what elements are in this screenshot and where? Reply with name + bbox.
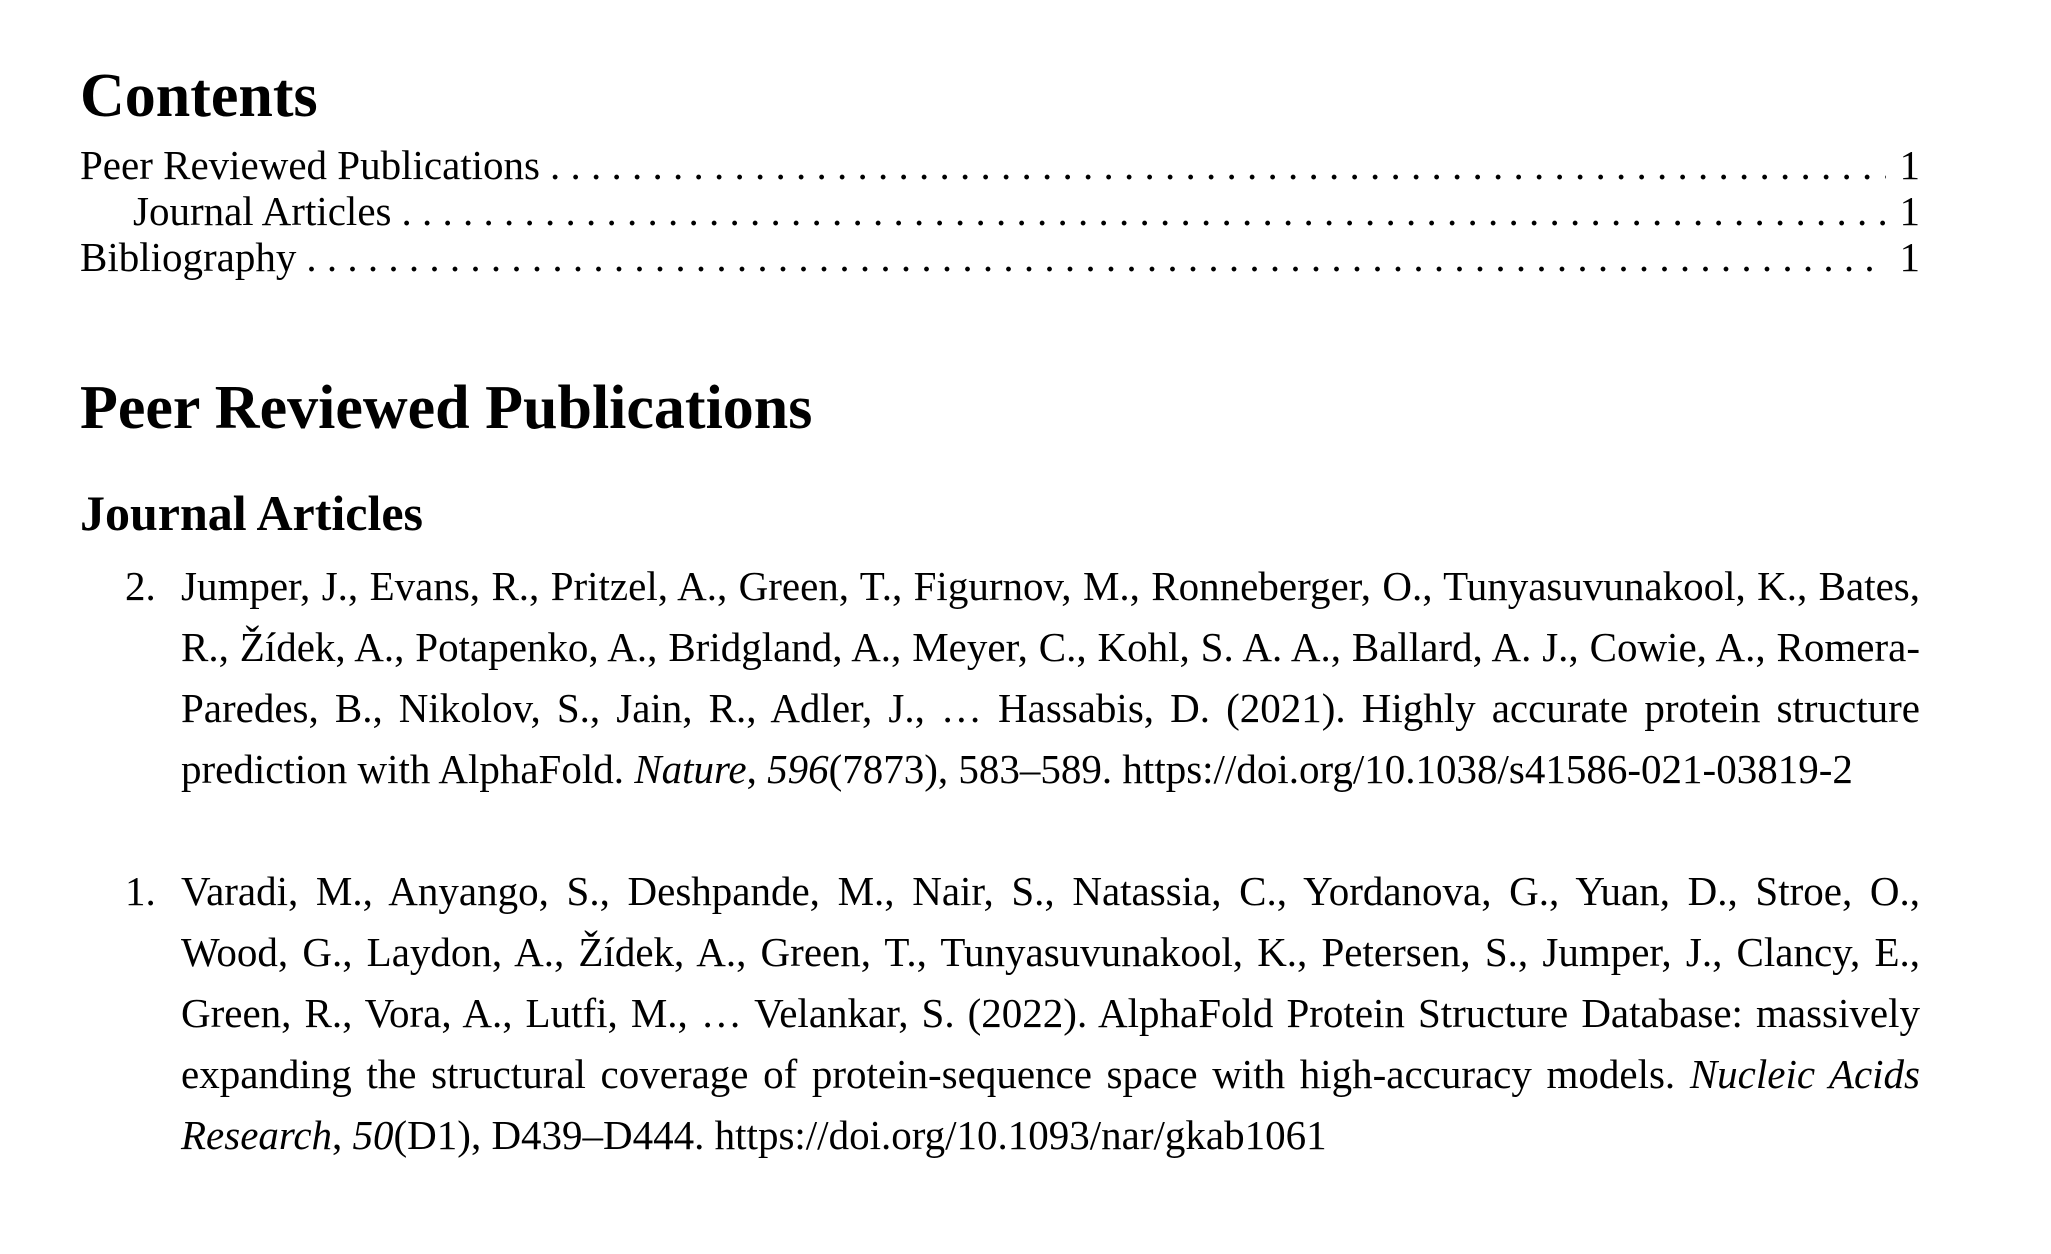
toc-entry-label: Bibliography (80, 234, 297, 280)
toc-entry-page: 1 (1899, 234, 1920, 280)
reference-volume: 596 (767, 746, 829, 792)
contents-heading: Contents (80, 62, 318, 130)
reference-text (181, 556, 1920, 800)
toc-entry-label: Journal Articles (133, 188, 392, 234)
reference-number: 2. (125, 563, 156, 609)
subsection-heading: Journal Articles (80, 485, 424, 541)
reference-number: 1. (125, 868, 156, 914)
toc-entry-bibliography[interactable] (80, 227, 1920, 287)
toc-leader-dots (306, 227, 1886, 287)
toc-entry-page: 1 (1899, 142, 1920, 188)
section-heading: Peer Reviewed Publications (80, 374, 813, 442)
reference-volume: 50 (352, 1112, 394, 1158)
reference-separator: , (746, 746, 768, 792)
reference-authors-title: Jumper, J., Evans, R., Pritzel, A., Green, T., Figurnov, M., Ronneberger, O., Tunyasuvunakool, K., Bates, R., Žídek, A., Potapenko, A., Bridgland, A., Meyer, C., Kohl, S. A. A., Ballard, A. J., Cowie, A., Romera-Paredes, B., Nikolov, S., Jain, R., Adler, J., … Hassabis, D. (2021). Highly accurate protein structure prediction with AlphaFold. (181, 563, 1920, 792)
reference-text (181, 861, 1920, 1166)
reference-details[interactable]: (D1), D439–D444. https://doi.org/10.1093/nar/gkab1061 (393, 1112, 1327, 1158)
reference-journal: Nature (634, 746, 747, 792)
reference-separator: , (332, 1112, 353, 1158)
reference-details[interactable]: (7873), 583–589. https://doi.org/10.1038/s41586-021-03819-2 (828, 746, 1853, 792)
reference-journal: Nucleic Acids Research (181, 1051, 1920, 1158)
toc-entry-label: Peer Reviewed Publications (80, 142, 541, 188)
toc-entry-page: 1 (1899, 188, 1920, 234)
reference-authors-title: Varadi, M., Anyango, S., Deshpande, M., Nair, S., Natassia, C., Yordanova, G., Yuan, D., Stroe, O., Wood, G., Laydon, A., Žídek, A., Green, T., Tunyasuvunakool, K., Petersen, S., Jumper, J., Clancy, E., Green, R., Vora, A., Lutfi, M., … Velankar, S. (2022). AlphaFold Protein Structure Database: massively expanding the structural coverage of protein-sequence space with high-accuracy models. (181, 868, 1920, 1097)
